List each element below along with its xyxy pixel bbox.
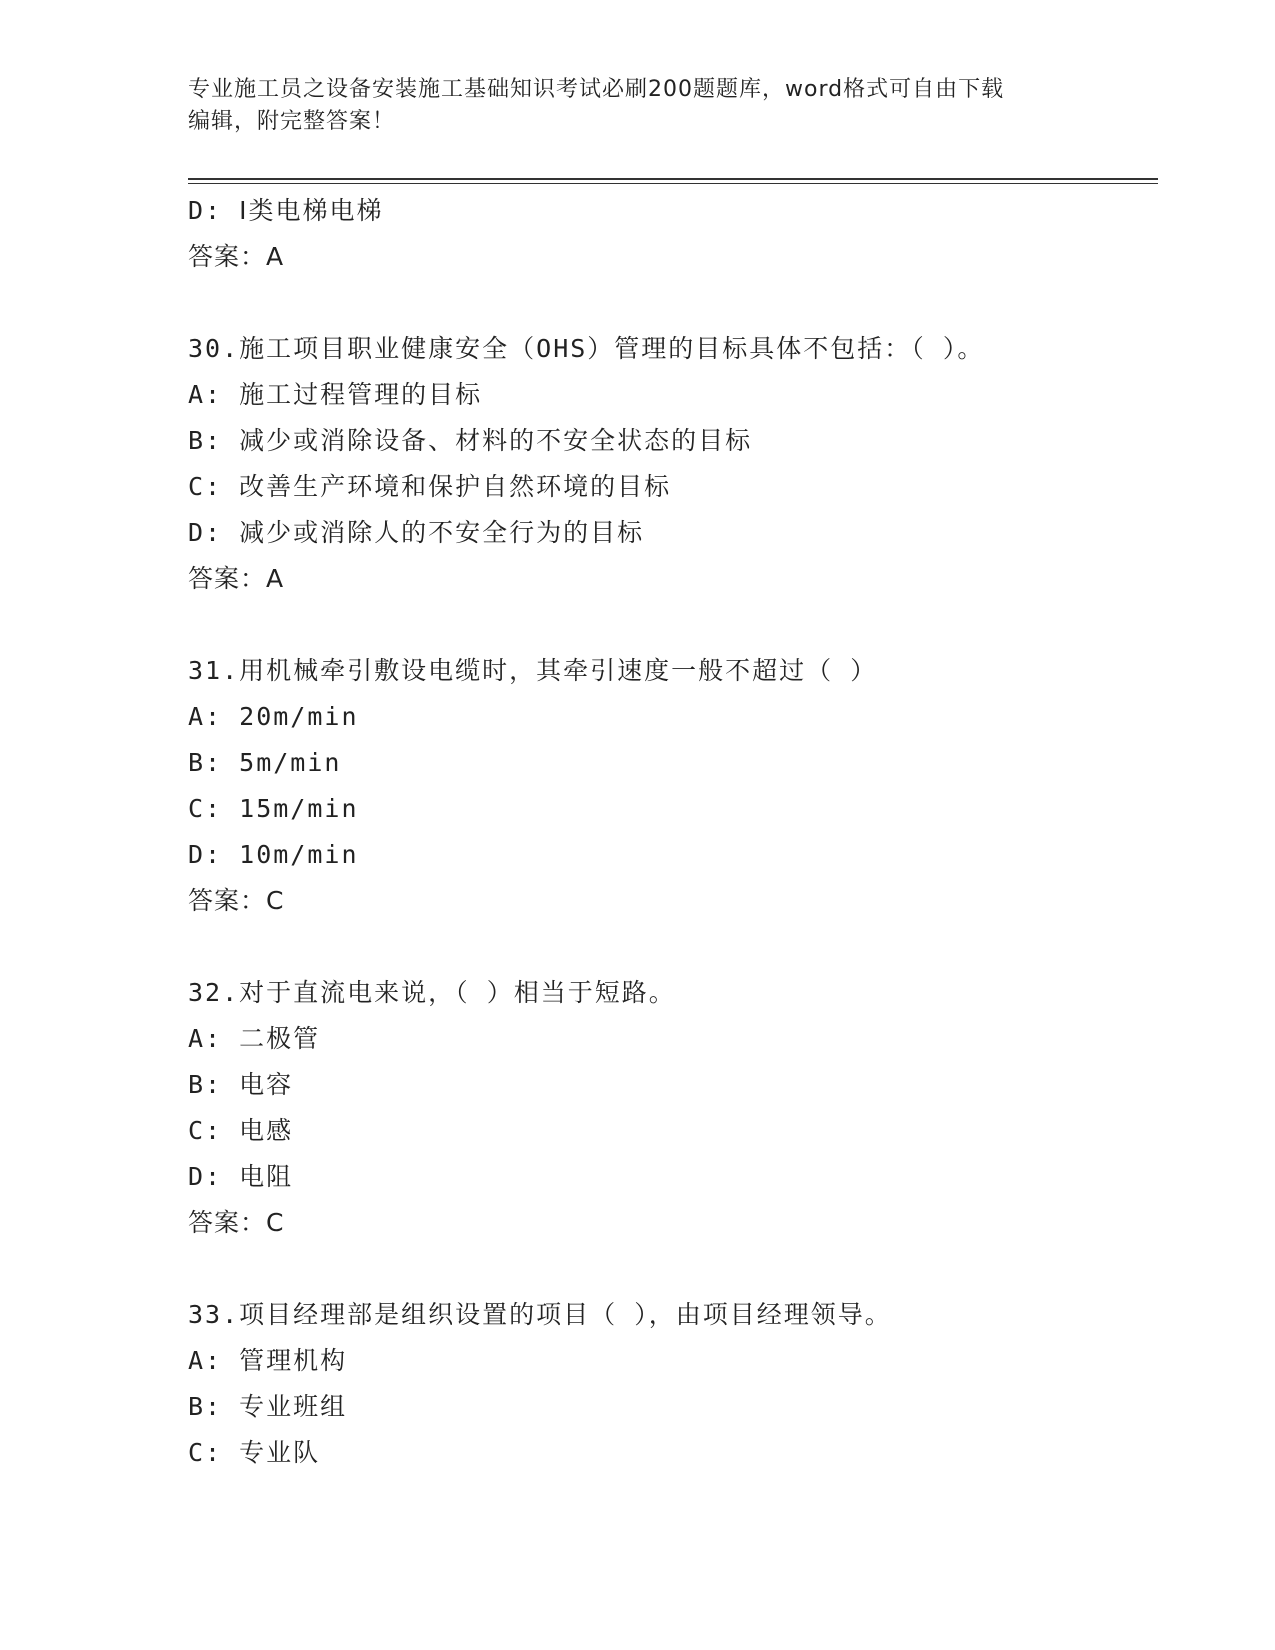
answer: 答案：A bbox=[188, 564, 285, 593]
question-33 bbox=[188, 1292, 1158, 1476]
document-header bbox=[188, 74, 1068, 138]
question-stem: 31.用机械牵引敷设电缆时，其牵引速度一般不超过（ ） bbox=[188, 656, 878, 685]
question-32 bbox=[188, 970, 1158, 1246]
answer: 答案：C bbox=[188, 1208, 285, 1237]
question-list bbox=[188, 188, 1158, 1476]
option-a: A: 二极管 bbox=[188, 1024, 321, 1053]
spacer bbox=[188, 1246, 1158, 1292]
option-c: C: 电感 bbox=[188, 1116, 294, 1145]
question-stem: 30.施工项目职业健康安全（OHS）管理的目标具体不包括：（ ）。 bbox=[188, 334, 985, 363]
prev-option-d: D: Ⅰ类电梯电梯 bbox=[188, 196, 384, 225]
option-c: C: 改善生产环境和保护自然环境的目标 bbox=[188, 472, 672, 501]
option-d: D: 10m/min bbox=[188, 840, 359, 869]
question-31 bbox=[188, 648, 1158, 924]
option-a: A: 20m/min bbox=[188, 702, 359, 731]
answer: 答案：C bbox=[188, 886, 285, 915]
spacer bbox=[188, 602, 1158, 648]
option-a: A: 施工过程管理的目标 bbox=[188, 380, 483, 409]
option-d: D: 减少或消除人的不安全行为的目标 bbox=[188, 518, 645, 547]
spacer bbox=[188, 924, 1158, 970]
option-b: B: 专业班组 bbox=[188, 1392, 348, 1421]
option-b: B: 减少或消除设备、材料的不安全状态的目标 bbox=[188, 426, 753, 455]
header-rule-thick bbox=[188, 178, 1158, 180]
option-b: B: 5m/min bbox=[188, 748, 342, 777]
option-b: B: 电容 bbox=[188, 1070, 294, 1099]
question-stem: 32.对于直流电来说，（ ）相当于短路。 bbox=[188, 978, 676, 1007]
spacer bbox=[188, 280, 1158, 326]
header-rule-thin bbox=[188, 183, 1158, 184]
option-c: C: 专业队 bbox=[188, 1438, 321, 1467]
prev-answer: 答案：A bbox=[188, 242, 285, 271]
option-a: A: 管理机构 bbox=[188, 1346, 348, 1375]
question-30 bbox=[188, 326, 1158, 602]
header-title-line1: 专业施工员之设备安装施工基础知识考试必刷200题题库，word格式可自由下载 bbox=[188, 77, 1005, 102]
header-title-line2: 编辑，附完整答案！ bbox=[188, 109, 396, 134]
option-c: C: 15m/min bbox=[188, 794, 359, 823]
question-stem: 33.项目经理部是组织设置的项目（ ），由项目经理领导。 bbox=[188, 1300, 892, 1329]
option-d: D: 电阻 bbox=[188, 1162, 294, 1191]
